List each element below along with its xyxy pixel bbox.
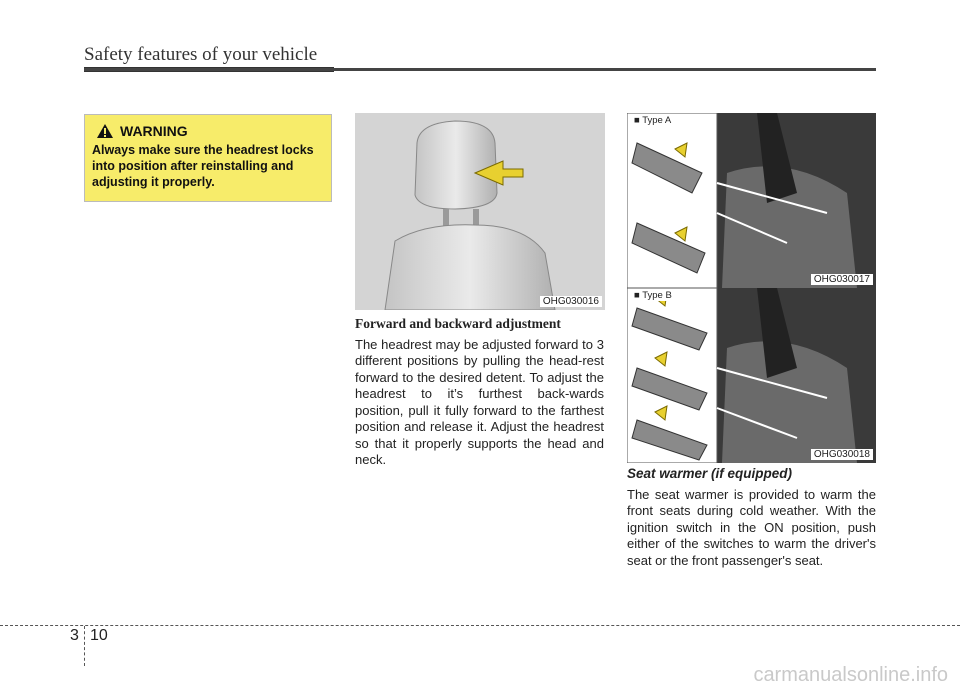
warning-box xyxy=(84,114,332,202)
watermark: carmanualsonline.info xyxy=(753,664,948,686)
seat-warmer-heading: Seat warmer (if equipped) xyxy=(627,466,793,481)
page-number: 10 xyxy=(90,627,108,644)
type-a-figure xyxy=(627,113,876,288)
type-b-illustration xyxy=(627,288,876,463)
seat-warmer-body: The seat warmer is provided to warm the front seats during cold weather. With the ignition switch in the ON position, push either of the switches to warm the driver's seat or the front passenger's seat. xyxy=(627,486,876,568)
header-rule xyxy=(84,68,876,71)
adjustment-heading: Forward and backward adjustment xyxy=(355,316,561,331)
warning-header xyxy=(96,123,323,139)
adjustment-section xyxy=(355,316,604,469)
figure-code-headrest: OHG030016 xyxy=(540,296,602,307)
headrest-illustration xyxy=(355,113,605,310)
figure-code-type-b: OHG030018 xyxy=(811,449,873,460)
warning-triangle-icon xyxy=(96,123,114,139)
adjustment-body: The headrest may be adjusted forward to 3 different positions by pulling the head-rest forward to the desired detent. To adjust the headrest to it’s furthest back-wards position, pull it fully forward to the farthest position and release it. Adjust the headrest so that it properly supports the head and neck. xyxy=(355,336,604,467)
chapter-number: 3 xyxy=(70,627,79,644)
warning-text: Always make sure the headrest locks into position after reinstalling and adjusting it properly. xyxy=(92,143,314,189)
type-b-figure xyxy=(627,288,876,463)
seat-warmer-section xyxy=(627,466,876,569)
footer-divider xyxy=(84,626,85,666)
type-a-illustration xyxy=(627,113,876,288)
footer-rule xyxy=(0,625,960,626)
headrest-figure xyxy=(355,113,605,310)
type-a-label: ■ Type A xyxy=(631,115,674,126)
warning-title: WARNING xyxy=(120,123,188,139)
page-header-title: Safety features of your vehicle xyxy=(84,44,318,65)
type-b-label: ■ Type B xyxy=(631,290,675,301)
figure-code-type-a: OHG030017 xyxy=(811,274,873,285)
